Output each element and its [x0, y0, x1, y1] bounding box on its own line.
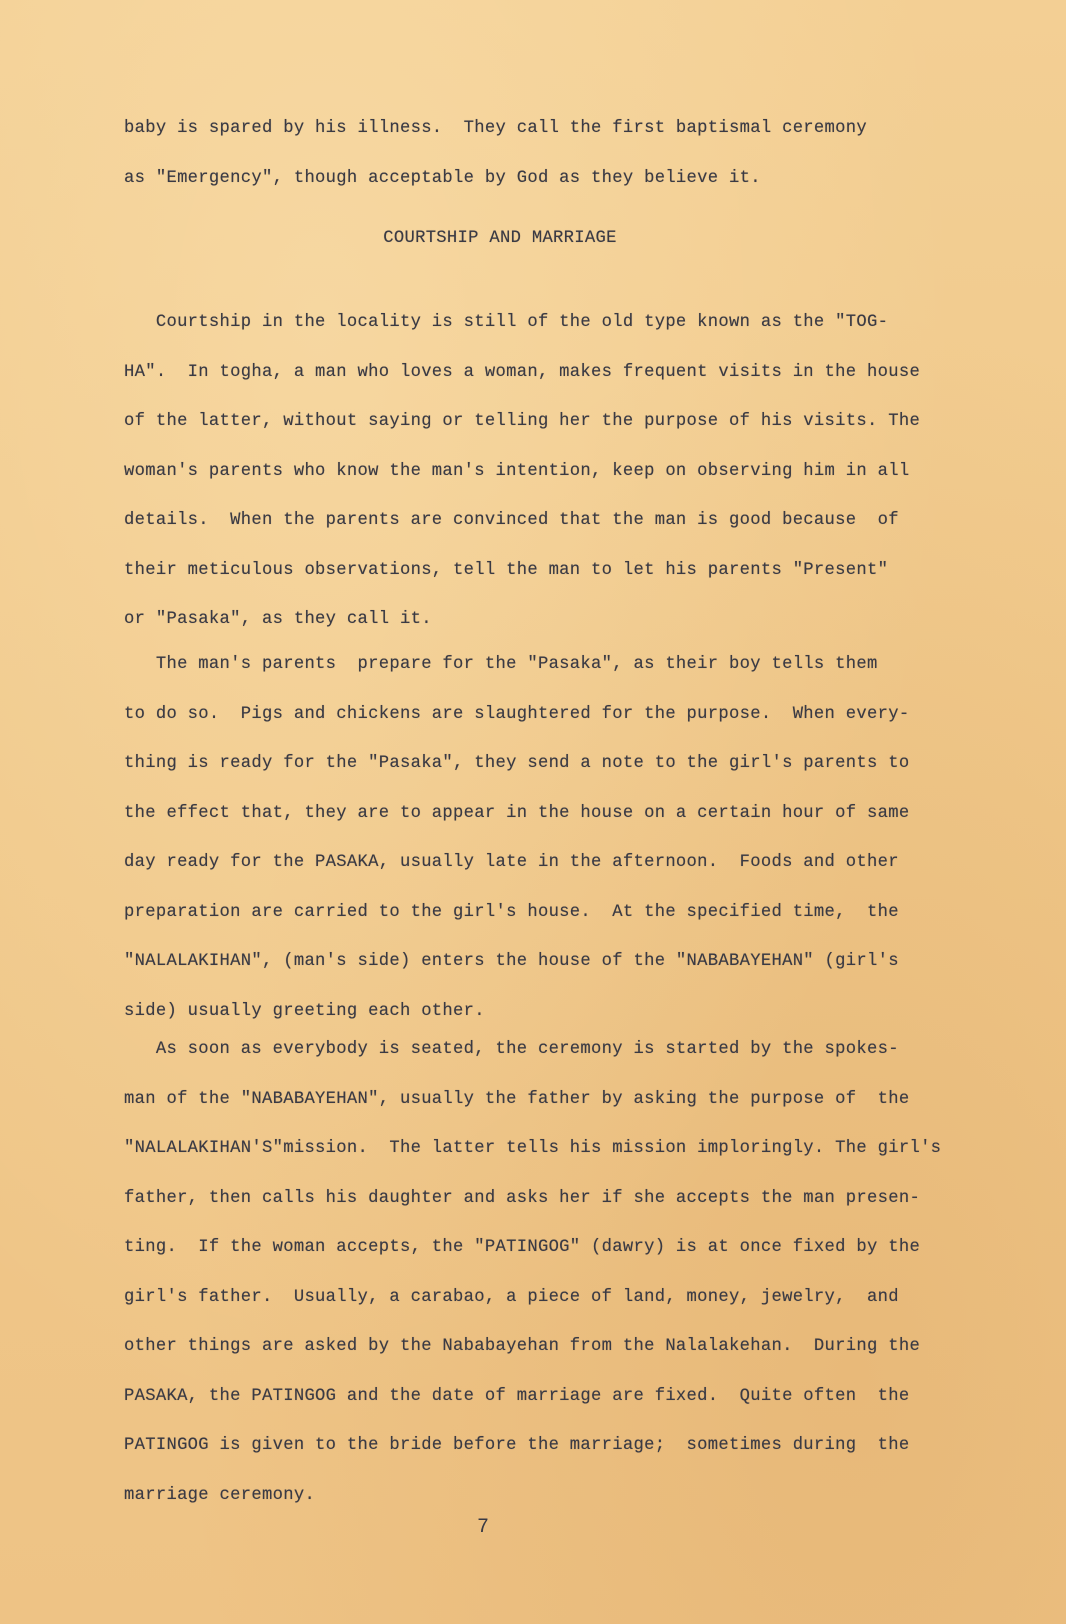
text-line: to do so. Pigs and chickens are slaughtered for the purpose. When every-	[124, 704, 910, 724]
text-line: other things are asked by the Nababayehan from the Nalalakehan. During the	[124, 1337, 921, 1356]
text-line: man of the "NABABAYEHAN", usually the father by asking the purpose of the	[124, 1089, 910, 1109]
text-line: "NALALAKIHAN'S"mission. The latter tells his mission imploringly. The girl's	[124, 1139, 942, 1158]
text-line: ting. If the woman accepts, the "PATINGOG" (dawry) is at once fixed by the	[124, 1238, 921, 1257]
text-line: marriage ceremony.	[124, 1485, 316, 1505]
text-line: woman's parents who know the man's intention, keep on observing him in all	[124, 461, 910, 481]
text-line: "NALALAKIHAN", (man's side) enters the house of the "NABABAYEHAN" (girl's	[124, 952, 899, 971]
text-line: or "Pasaka", as they call it.	[124, 610, 432, 629]
text-line: The man's parents prepare for the "Pasaka", as their boy tells them	[124, 655, 878, 674]
text-line: thing is ready for the "Pasaka", they send a note to the girl's parents to	[124, 754, 910, 773]
text-line: day ready for the PASAKA, usually late in the afternoon. Foods and other	[124, 853, 899, 872]
text-line: their meticulous observations, tell the man to let his parents "Present"	[124, 560, 889, 580]
intro-paragraph	[124, 104, 1024, 203]
text-line: Courtship in the locality is still of the old type known as the "TOG-	[124, 313, 889, 332]
text-line: father, then calls his daughter and asks her if she accepts the man presen-	[124, 1188, 921, 1208]
courtship-paragraph	[124, 298, 1024, 645]
section-heading: COURTSHIP AND MARRIAGE	[383, 229, 617, 248]
text-line: baby is spared by his illness. They call the first baptismal ceremony	[124, 119, 867, 138]
text-line: PATINGOG is given to the bride before the marriage; sometimes during the	[124, 1436, 910, 1455]
text-line: of the latter, without saying or telling her the purpose of his visits. The	[124, 412, 921, 431]
ceremony-paragraph	[124, 1025, 1024, 1520]
pasaka-paragraph	[124, 640, 1024, 1036]
page-number: 7	[476, 1516, 489, 1539]
text-line: girl's father. Usually, a carabao, a piece of land, money, jewelry, and	[124, 1287, 899, 1307]
text-line: preparation are carried to the girl's house. At the specified time, the	[124, 902, 899, 922]
text-line: PASAKA, the PATINGOG and the date of marriage are fixed. Quite often the	[124, 1386, 910, 1406]
text-line: details. When the parents are convinced that the man is good because of	[124, 511, 899, 530]
text-line: the effect that, they are to appear in the house on a certain hour of same	[124, 803, 910, 823]
text-line: side) usually greeting each other.	[124, 1001, 485, 1021]
text-line: as "Emergency", though acceptable by God as they believe it.	[124, 168, 761, 188]
text-line: As soon as everybody is seated, the ceremony is started by the spokes-	[124, 1040, 899, 1059]
text-line: HA". In togha, a man who loves a woman, makes frequent visits in the house	[124, 362, 921, 382]
